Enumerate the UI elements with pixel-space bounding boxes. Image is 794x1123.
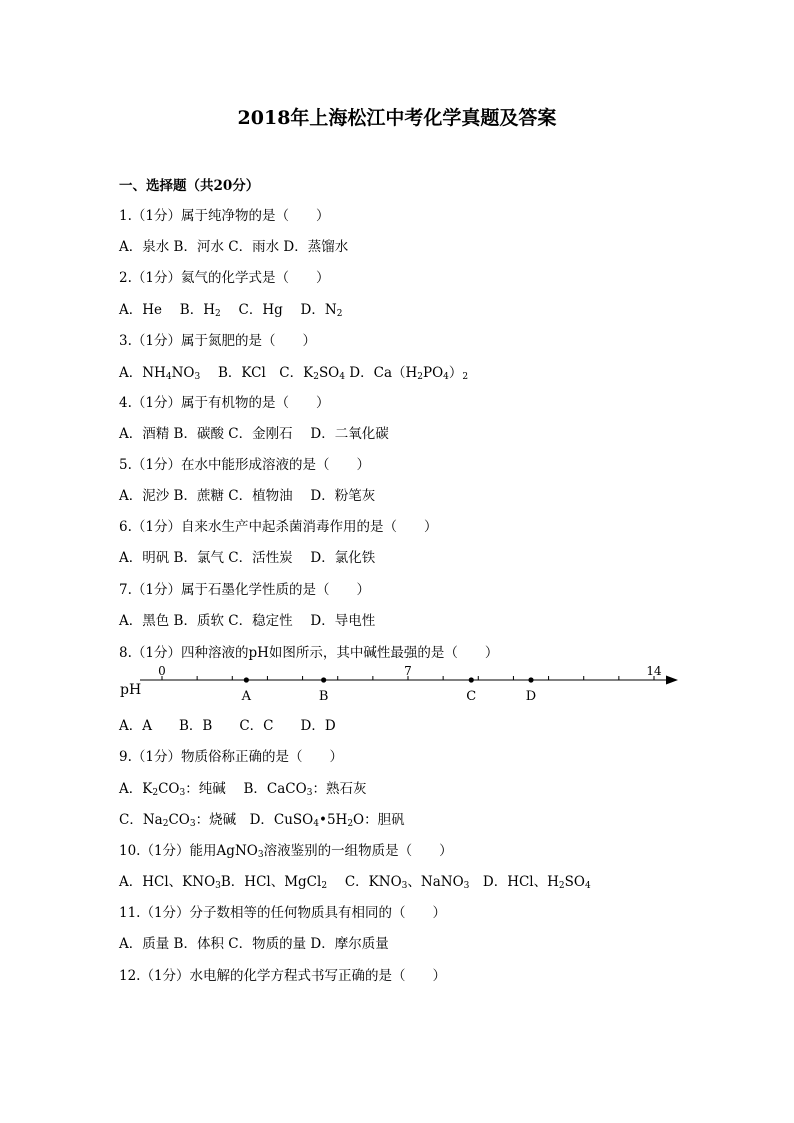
question-8-stem: 8.（1分）四种溶液的pH如图所示，其中碱性最强的是（ ）: [119, 645, 499, 661]
question-2-stem: 2.（1分）氦气的化学式是（ ）: [119, 270, 330, 286]
question-10-stem: 10.（1分）能用AgNO$_3$溶液鉴别的一组物质是（ ）: [119, 843, 453, 860]
ph-point-label-a: A: [241, 689, 252, 704]
question-3-options: A．$NH_4NO_3$ B．KCl C．$K_2SO_4$ D．$Ca(H_2PO_4)_2$: [119, 365, 469, 382]
question-9-options-2: C．$Na_2CO_3$：烧碱 D．$CuSO_4•5H_2O$：胆矾: [119, 812, 405, 829]
question-9-options-1: A．$K_2CO_3$：纯碱 B．CaCO$_3$：熟石灰: [119, 781, 367, 798]
question-5-options: A．泥沙 B．蔗糖 C．植物油 D．粉笔灰: [119, 488, 376, 504]
question-8-options: A．A B．B C．C D．D: [119, 718, 336, 734]
question-1-options: A．泉水 B．河水 C．雨水 D．蒸馏水: [119, 239, 349, 255]
ph-point-label-c: C: [466, 689, 477, 704]
ph-point-d: [528, 677, 533, 682]
section-heading: 一、选择题（共20分）: [119, 178, 260, 194]
question-12-stem: 12.（1分）水电解的化学方程式书写正确的是（ ）: [119, 968, 447, 984]
question-7-options: A．黑色 B．质软 C．稳定性 D．导电性: [119, 613, 376, 629]
question-4-stem: 4.（1分）属于有机物的是（ ）: [119, 395, 330, 411]
question-3-stem: 3.（1分）属于氮肥的是（ ）: [119, 333, 316, 349]
question-4-options: A．酒精 B．碳酸 C．金刚石 D．二氧化碳: [119, 426, 389, 442]
ph-axis-label: pH: [120, 682, 142, 698]
question-11-options: A．质量 B．体积 C．物质的量 D．摩尔质量: [119, 936, 389, 952]
ph-tick-label: 14: [646, 664, 662, 678]
ph-point-label-b: B: [318, 689, 329, 704]
question-11-stem: 11.（1分）分子数相等的任何物质具有相同的（ ）: [119, 905, 447, 921]
question-7-stem: 7.（1分）属于石墨化学性质的是（ ）: [119, 582, 370, 598]
ph-point-c: [469, 677, 474, 682]
ph-point-b: [321, 677, 326, 682]
ph-tick-label: 0: [158, 664, 166, 678]
page-title: 2018年上海松江中考化学真题及答案: [237, 107, 557, 129]
question-9-stem: 9.（1分）物质俗称正确的是（ ）: [119, 749, 343, 765]
ph-axis-arrow: [666, 676, 678, 685]
question-6-stem: 6.（1分）自来水生产中起杀菌消毒作用的是（ ）: [119, 519, 438, 535]
ph-number-line: [116, 664, 682, 714]
ph-tick-label: 7: [404, 664, 412, 678]
question-10-options: A．HCl、$KNO_3B$．HCl、MgCl$_2$ C．$KNO_3$、NaNO$_3$ D．HCl、$H_2SO_4$: [119, 874, 591, 891]
question-2-options: A．He B．$H_2$ C．Hg D．$N_2$: [119, 302, 343, 319]
question-5-stem: 5.（1分）在水中能形成溶液的是（ ）: [119, 457, 370, 473]
question-6-options: A．明矾 B．氯气 C．活性炭 D．氯化铁: [119, 550, 376, 566]
ph-point-label-d: D: [525, 689, 537, 704]
question-1-stem: 1.（1分）属于纯净物的是（ ）: [119, 208, 330, 224]
ph-point-a: [244, 677, 249, 682]
